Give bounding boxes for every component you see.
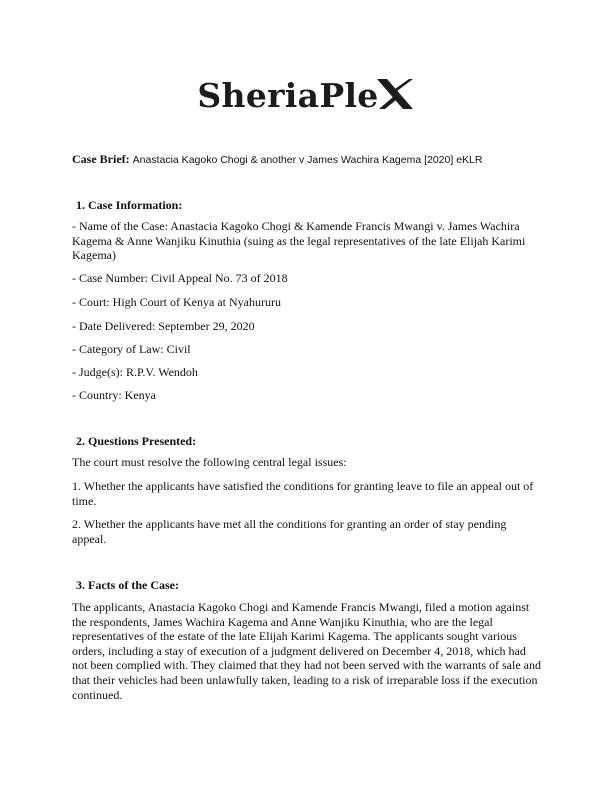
case-info-court: - Court: High Court of Kenya at Nyahururu (72, 295, 281, 309)
case-brief-title: Anastacia Kagoko Chogi & another v James Wachira Kagema [2020] eKLR (132, 154, 483, 166)
question-item-2: 2. Whether the applicants have met all the conditions for granting an order of stay pending appeal. (72, 517, 507, 546)
case-info-number: - Case Number: Civil Appeal No. 73 of 2018 (72, 271, 288, 285)
section-heading-questions: 2. Questions Presented: (76, 434, 197, 448)
facts-body: The applicants, Anastacia Kagoko Chogi and Kamende Francis Mwangi, filed a motion against the respondents, James Wachira Kagema and Anne Wanjiku Kinuthia, who are the legal representatives of the estate of the late Elijah Karimi Kagema. The applicants sought various orders, including a stay of execution of a judgment delivered on December 4, 2018, which had not been complied with. They claimed that they had not been served with the warrants of sale and that their vehicles had been unlawfully taken, leading to a risk of irreparable loss if the execution continued. (72, 600, 541, 702)
case-info-country: - Country: Kenya (72, 388, 156, 402)
case-info-category: - Category of Law: Civil (72, 342, 191, 356)
sheriaplex-logo (0, 76, 612, 115)
questions-intro: The court must resolve the following central legal issues: (72, 455, 347, 469)
section-heading-case-information: 1. Case Information: (76, 198, 183, 212)
case-brief-label: Case Brief: (72, 152, 130, 166)
section-heading-facts: 3. Facts of the Case: (76, 578, 179, 592)
case-brief-line (72, 152, 482, 167)
x-mark-icon (375, 77, 415, 116)
question-item-1: 1. Whether the applicants have satisfied the conditions for granting leave to file an appeal out of time. (72, 479, 534, 508)
case-info-name: - Name of the Case: Anastacia Kagoko Chogi & Kamende Francis Mwangi v. James Wachira Kagema & Anne Wanjiku Kinuthia (suing as the legal representatives of the late Elijah Karimi Kagema) (72, 219, 526, 263)
case-info-date: - Date Delivered: September 29, 2020 (72, 319, 255, 333)
logo-text: SheriaPle (197, 76, 379, 115)
case-info-judges: - Judge(s): R.P.V. Wendoh (72, 365, 198, 379)
